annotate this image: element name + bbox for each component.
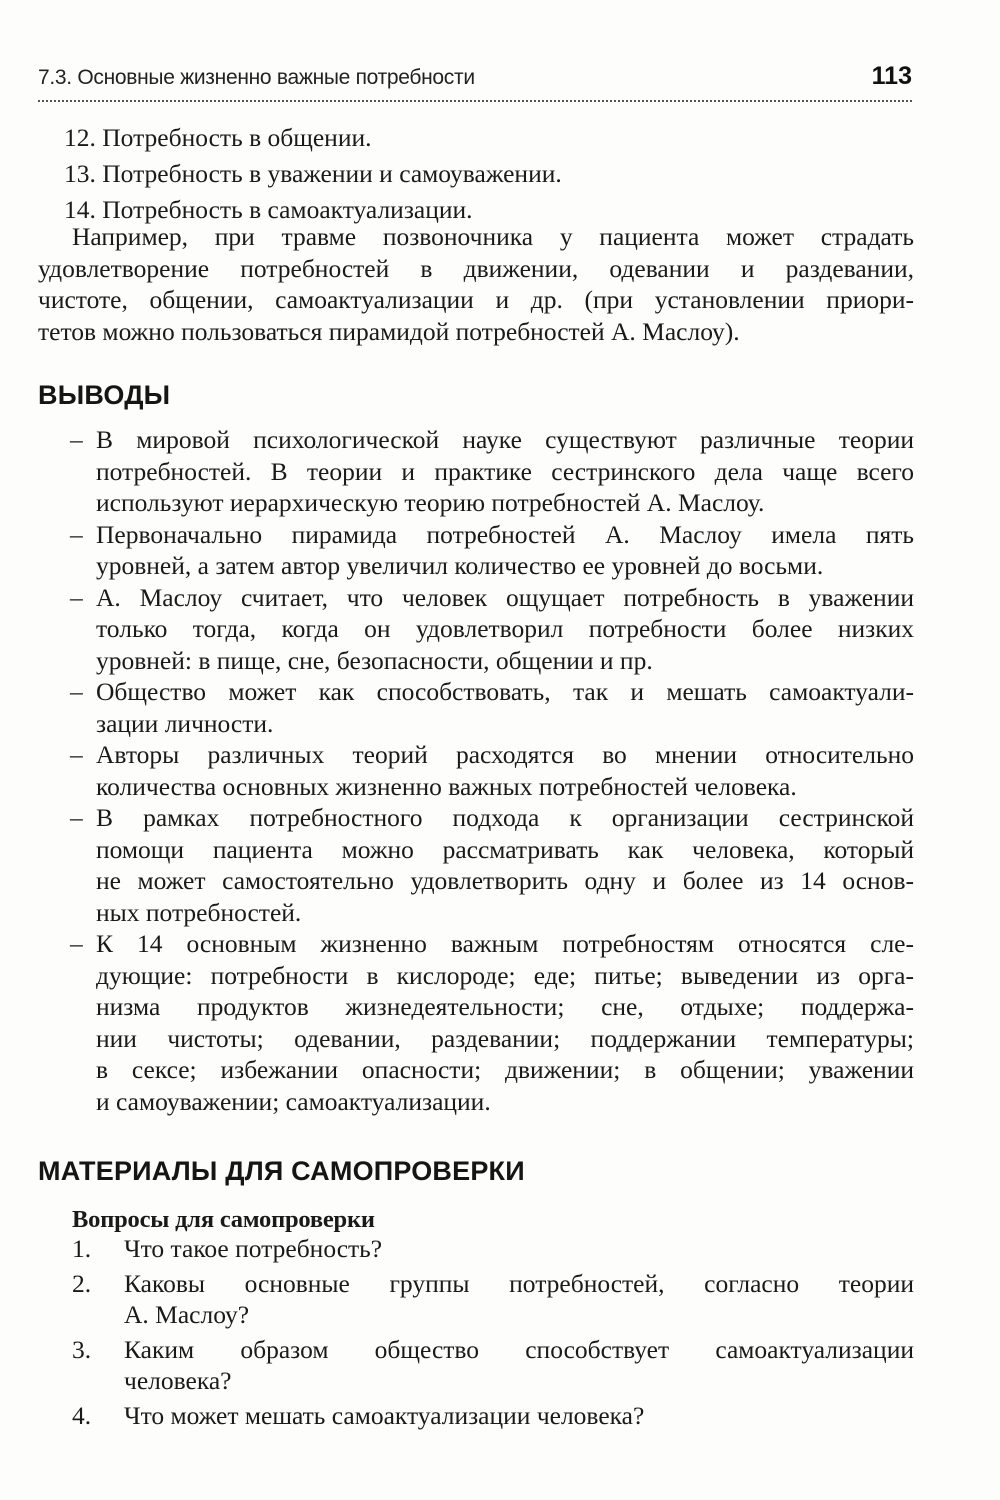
conclusion-line: В рамках потребностного подхода к организации сестринской [96, 803, 914, 832]
conclusion-line: количества основных жизненно важных потребностей человека. [96, 771, 797, 801]
running-header [38, 60, 912, 102]
conclusion-line: используют иерархическую теорию потребностей А. Маслоу. [96, 488, 765, 517]
conclusion-line: К 14 основным жизненно важным потребностям относятся сле- [96, 929, 914, 958]
questions-list [72, 1233, 914, 1431]
conclusion-line: потребностей. В теории и практике сестринского дела чаще всего [96, 456, 914, 486]
conclusion-item [70, 519, 914, 582]
dash-bullet: – [70, 677, 83, 706]
conclusion-line: нии чистоты; одевании, раздевании; поддержании температуры; [96, 1023, 914, 1053]
conclusion-line: уровней: в пище, сне, безопасности, общении и пр. [96, 645, 653, 675]
page-number: 113 [871, 62, 912, 90]
paragraph-line: удовлетворение потребностей в движении, одевании и раздевании, [38, 253, 914, 283]
question-line: Что может мешать самоактуализации человека? [124, 1400, 645, 1430]
conclusions-list [70, 424, 914, 1117]
conclusion-line: помощи пациента можно рассматривать как человека, который [96, 834, 914, 864]
question-line: Каким образом общество способствует самоактуализации [124, 1334, 914, 1364]
question-item [72, 1233, 914, 1265]
question-line: Каковы основные группы потребностей, согласно теории [124, 1268, 914, 1298]
running-title: 7.3. Основные жизненно важные потребности [38, 66, 475, 89]
conclusion-item [70, 802, 914, 928]
conclusion-line: Общество может как способствовать, так и мешать самоактуали- [96, 677, 914, 706]
conclusion-line: Первоначально пирамида потребностей А. Маслоу имела пять [96, 519, 914, 549]
conclusion-line: уровней, а затем автор увеличил количество ее уровней до восьми. [96, 551, 824, 580]
dash-bullet: – [70, 740, 83, 769]
question-number: 3. [72, 1334, 92, 1364]
conclusion-item [70, 582, 914, 677]
question-line: А. Маслоу? [124, 1300, 250, 1329]
question-item [72, 1268, 914, 1331]
dash-bullet: – [70, 425, 83, 454]
dash-bullet: – [70, 519, 83, 549]
conclusion-line: низма продуктов жизнедеятельности; сне, отдыхе; поддержа- [96, 992, 914, 1021]
conclusion-line: ных потребностей. [96, 897, 302, 927]
list-item: 13. Потребность в уважении и самоуважении. [64, 159, 562, 188]
list-item: 12. Потребность в общении. [64, 123, 372, 152]
question-line: Что такое потребность? [124, 1234, 383, 1263]
conclusion-line: дующие: потребности в кислороде; еде; питье; выведении из орга- [96, 960, 914, 990]
list-item: 14. Потребность в самоактуализации. [64, 195, 473, 224]
question-item [72, 1334, 914, 1397]
dash-bullet: – [70, 582, 83, 612]
question-number: 4. [72, 1400, 92, 1430]
conclusion-item [70, 676, 914, 739]
paragraph-line: чистоте, общении, самоактуализации и др. (при установлении приори- [38, 285, 914, 314]
conclusion-line: в сексе; избежании опасности; движении; в общении; уважении [96, 1055, 914, 1084]
self-check-subheading: Вопросы для самопроверки [72, 1206, 375, 1233]
conclusion-item [70, 739, 914, 802]
question-item [72, 1400, 914, 1432]
conclusion-item [70, 928, 914, 1117]
example-paragraph [38, 221, 914, 347]
needs-list [64, 120, 924, 228]
question-number: 2. [72, 1268, 92, 1298]
paragraph-line: тетов можно пользоваться пирамидой потребностей А. Маслоу). [38, 316, 740, 346]
section-heading-conclusions: ВЫВОДЫ [38, 380, 171, 410]
question-line: человека? [124, 1366, 232, 1395]
dash-bullet: – [70, 803, 83, 832]
section-heading-self-check: МАТЕРИАЛЫ ДЛЯ САМОПРОВЕРКИ [38, 1156, 525, 1186]
dash-bullet: – [70, 929, 83, 958]
conclusion-line: только тогда, когда он удовлетворил потребности более низких [96, 614, 914, 643]
conclusion-line: В мировой психологической науке существуют различные теории [96, 425, 914, 454]
conclusion-line: не может самостоятельно удовлетворить одну и более из 14 основ- [96, 866, 914, 895]
paragraph-line: Например, при травме позвоночника у пациента может страдать [72, 222, 914, 251]
question-number: 1. [72, 1234, 92, 1263]
conclusion-line: Авторы различных теорий расходятся во мнении относительно [96, 740, 914, 769]
conclusion-line: зации личности. [96, 708, 274, 738]
conclusion-line: А. Маслоу считает, что человек ощущает потребность в уважении [96, 582, 914, 612]
conclusion-item [70, 424, 914, 519]
conclusion-line: и самоуважении; самоактуализации. [96, 1086, 491, 1116]
